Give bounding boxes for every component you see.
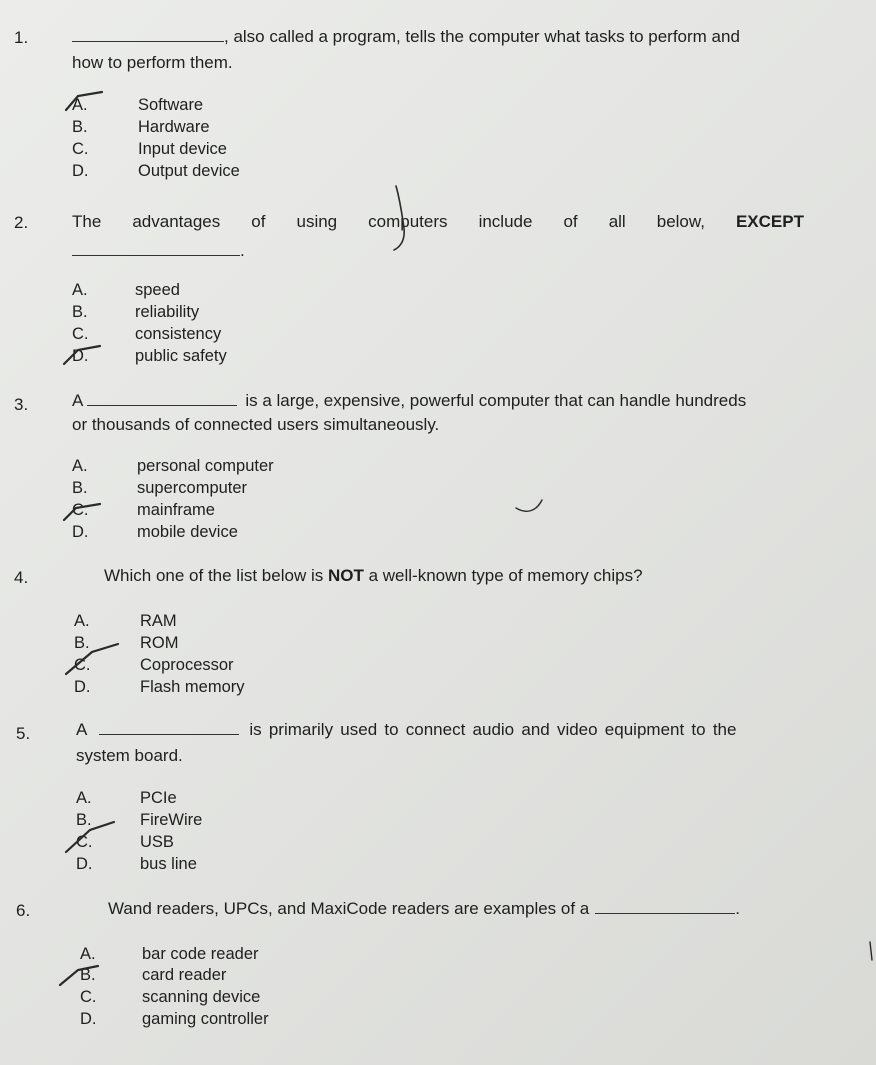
option-d[interactable] (76, 855, 376, 877)
option-text: bus line (140, 855, 197, 873)
stem-word: below, (656, 212, 705, 231)
option-letter: A. (72, 457, 88, 475)
option-text: mainframe (137, 501, 215, 519)
option-b[interactable] (72, 479, 372, 501)
option-letter: D. (72, 162, 89, 180)
option-a[interactable] (72, 281, 372, 303)
stem-word: computers (368, 212, 448, 231)
option-text: Flash memory (140, 678, 245, 696)
option-c[interactable] (74, 656, 374, 678)
option-letter: B. (72, 303, 88, 321)
question-number: 4. (14, 568, 29, 587)
option-text: supercomputer (137, 479, 248, 497)
question-stem-line-1 (72, 211, 804, 233)
option-letter: C. (72, 325, 89, 343)
question-stem-line-1 (72, 390, 812, 412)
pen-stroke (516, 500, 542, 511)
option-d[interactable] (72, 523, 372, 545)
option-letter: C. (76, 833, 93, 851)
stem-word: of (563, 212, 578, 231)
answer-blank (72, 241, 240, 256)
stem-text: a well-known type of memory chips? (363, 566, 643, 585)
option-text: scanning device (142, 988, 261, 1006)
option-c[interactable] (76, 833, 376, 855)
option-text: Input device (138, 140, 227, 158)
option-a[interactable] (76, 789, 376, 811)
answer-blank (87, 391, 237, 406)
question-stem-line-2: or thousands of connected users simultaneously. (72, 415, 440, 434)
option-text: ROM (140, 634, 179, 652)
stem-word: advantages (132, 212, 221, 231)
option-letter: A. (72, 281, 88, 299)
option-text: Hardware (138, 118, 210, 136)
question-number: 2. (14, 213, 29, 232)
option-letter: D. (72, 523, 89, 541)
option-text: consistency (135, 325, 222, 343)
stem-word-emphasis: EXCEPT (735, 212, 804, 231)
option-letter: A. (72, 96, 88, 114)
option-d[interactable] (72, 162, 372, 184)
option-letter: B. (72, 479, 88, 497)
question-stem-line-2 (72, 240, 245, 262)
answer-blank (99, 720, 239, 735)
question-number: 5. (16, 724, 31, 743)
stem-word: include (478, 212, 533, 231)
option-text: public safety (135, 347, 227, 365)
option-letter: D. (74, 678, 91, 696)
stem-end: . (240, 241, 245, 260)
option-text: bar code reader (142, 945, 259, 963)
option-letter: B. (80, 966, 96, 984)
option-text: mobile device (137, 523, 238, 541)
question-number: 1. (14, 28, 29, 47)
question-stem-line-2: how to perform them. (72, 53, 233, 72)
stem-text: , also called a program, tells the computer what tasks to perform and (224, 27, 740, 46)
option-d[interactable] (80, 1010, 380, 1032)
question-number: 6. (16, 901, 31, 920)
option-letter: C. (80, 988, 97, 1006)
question-stem (108, 898, 740, 920)
option-letter: D. (80, 1010, 97, 1028)
option-c[interactable] (72, 140, 372, 162)
option-text: reliability (135, 303, 200, 321)
option-d[interactable] (74, 678, 374, 700)
stem-word: of (251, 212, 266, 231)
stem-text: is primarily used to connect audio and video equipment to the (249, 720, 737, 739)
option-letter: B. (72, 118, 88, 136)
answer-blank (595, 899, 735, 914)
option-text: RAM (140, 612, 177, 630)
stem-text: Wand readers, UPCs, and MaxiCode readers are examples of a (108, 899, 590, 918)
option-text: USB (140, 833, 174, 851)
stem-word: The (72, 212, 102, 231)
option-c[interactable] (72, 325, 372, 347)
option-text: FireWire (140, 811, 203, 829)
option-letter: A. (74, 612, 90, 630)
option-b[interactable] (76, 811, 376, 833)
question-number: 3. (14, 395, 29, 414)
stem-prefix: A (72, 391, 84, 410)
answer-blank (72, 27, 224, 42)
option-text: Coprocessor (140, 656, 234, 674)
option-text: card reader (142, 966, 227, 984)
pen-stroke (870, 942, 872, 960)
question-stem (104, 565, 643, 587)
option-letter: D. (72, 347, 89, 365)
stem-word: using (296, 212, 338, 231)
option-letter: B. (76, 811, 92, 829)
option-a[interactable] (74, 612, 374, 634)
stem-emphasis: NOT (327, 566, 364, 585)
option-c[interactable] (72, 501, 372, 523)
option-a[interactable] (72, 96, 372, 118)
option-letter: C. (72, 140, 89, 158)
option-text: speed (135, 281, 180, 299)
option-letter: C. (74, 656, 91, 674)
question-stem-line-2: system board. (76, 746, 183, 765)
option-b[interactable] (80, 966, 380, 988)
option-b[interactable] (72, 303, 372, 325)
option-letter: D. (76, 855, 93, 873)
stem-word: all (608, 212, 626, 231)
question-stem-line-1 (76, 719, 806, 741)
option-letter: C. (72, 501, 89, 519)
option-b[interactable] (72, 118, 372, 140)
option-text: PCIe (140, 789, 177, 807)
option-text: Output device (138, 162, 240, 180)
option-text: personal computer (137, 457, 274, 475)
option-c[interactable] (80, 988, 380, 1010)
stem-text: is a large, expensive, powerful computer that can handle hundreds (245, 391, 747, 410)
option-letter: B. (74, 634, 90, 652)
option-text: gaming controller (142, 1010, 269, 1028)
question-stem-line-1 (72, 26, 740, 48)
stem-prefix: A (76, 720, 88, 739)
option-a[interactable] (72, 457, 372, 479)
option-letter: A. (80, 945, 96, 963)
stem-end: . (735, 899, 740, 918)
option-d[interactable] (72, 347, 372, 369)
stem-text: Which one of the list below is (104, 566, 328, 585)
option-b[interactable] (74, 634, 374, 656)
option-letter: A. (76, 789, 92, 807)
option-a[interactable] (80, 945, 380, 967)
option-text: Software (138, 96, 204, 114)
